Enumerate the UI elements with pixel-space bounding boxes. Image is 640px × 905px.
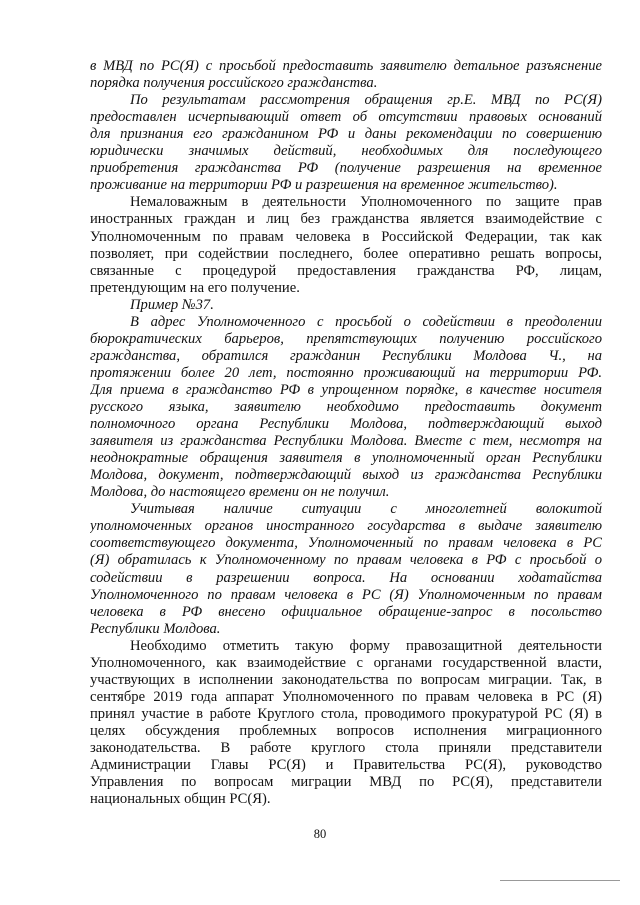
- page-number: 80: [313, 827, 327, 841]
- text-line: предоставлен исчерпывающий ответ об отсутствии правовых оснований: [90, 109, 602, 126]
- text-line: Для приема в гражданство РФ в упрощенном порядке, в качестве носителя: [90, 381, 602, 398]
- text-line: для признания его гражданином РФ и даны рекомендации по совершению: [90, 126, 602, 143]
- text-line: законодательства. В работе круглого стола приняли представители: [90, 740, 602, 756]
- text-line: полномочного органа Республики Молдова, подтверждающий выход: [90, 416, 602, 433]
- text-line: сентябре 2019 года аппарат Уполномоченного по правам человека в РС (Я): [90, 688, 602, 705]
- text-line: приобретения гражданства РФ (получение разрешения на временное: [90, 160, 602, 177]
- text-line: русского языка, заявителю необходимо предоставить документ: [90, 399, 602, 415]
- text-line: Немаловажным в деятельности Уполномоченного по защите прав: [130, 194, 602, 211]
- text-line: Уполномоченного, как взаимодействие с органами государственной власти,: [90, 654, 602, 671]
- text-line: иностранных граждан и лиц без гражданства является взаимодействие с: [90, 211, 602, 228]
- text-line: (Я) обратилась к Уполномоченному по правам человека в РФ с просьбой о: [90, 552, 602, 569]
- text-line: неоднократные обращения заявителя в уполномоченный орган Республики: [90, 450, 602, 467]
- text-line: уполномоченных органов иностранного государства в выдаче заявителю: [90, 518, 602, 535]
- text-line: В адрес Уполномоченного с просьбой о содействии в преодолении: [130, 313, 602, 330]
- text-line: Молдова, документ, подтверждающий выход из гражданства Республики: [90, 467, 602, 484]
- text-line: человека в РФ внесено официальное обращение-запрос в посольство: [90, 603, 602, 620]
- text-line: Учитывая наличие ситуации с многолетней волокитой: [130, 501, 602, 518]
- text-line: в МВД по РС(Я) с просьбой предоставить заявителю детальное разъяснение: [90, 58, 602, 74]
- text-line: проживание на территории РФ и разрешения на временное жительство).: [90, 177, 558, 194]
- text-line: Республики Молдова.: [90, 620, 221, 637]
- text-line: гражданства, обратился гражданин Республики Молдова Ч., на: [90, 347, 602, 364]
- text-line: протяжении более 20 лет, постоянно проживающий на территории РФ.: [90, 364, 602, 381]
- text-line: порядка получения российского гражданства.: [90, 75, 378, 92]
- text-line: принял участие в работе Круглого стола, проводимого прокуратурой РС (Я) в: [90, 705, 602, 722]
- text-line: участвующих в исполнении законодательства по вопросам миграции. Так, в: [90, 671, 602, 688]
- text-line: заявителя из гражданства Республики Молдова. Вместе с тем, несмотря на: [90, 433, 602, 450]
- text-line: бюрократических барьеров, препятствующих получению российского: [90, 330, 602, 347]
- text-line: Управления по вопросам миграции МВД по РС(Я), представители: [90, 774, 602, 791]
- text-line: Пример №37.: [130, 296, 214, 313]
- text-line: По результатам рассмотрения обращения гр.Е. МВД по РС(Я): [130, 92, 602, 109]
- text-line: Администрации Главы РС(Я) и Правительства РС(Я), руководство: [90, 757, 602, 774]
- text-line: претендующим на его получение.: [90, 279, 300, 296]
- text-line: юридически значимых действий, необходимых для последующего: [90, 143, 602, 160]
- text-line: целях обсуждения проблемных вопросов исполнения миграционного: [90, 722, 602, 739]
- text-line: Молдова, до настоящего времени он не получил.: [90, 484, 390, 501]
- text-line: национальных общин РС(Я).: [90, 791, 271, 808]
- footer-rule: [500, 880, 620, 881]
- text-line: содействии в разрешении вопроса. На основании ходатайства: [90, 569, 602, 586]
- text-line: Уполномоченного по правам человека в РС (Я) Уполномоченным по правам: [90, 586, 602, 603]
- text-line: Необходимо отметить такую форму правозащитной деятельности: [130, 637, 602, 654]
- text-line: Уполномоченным по правам человека в Российской Федерации, так как: [90, 228, 602, 245]
- text-line: позволяет, при содействии последнего, более оперативно решать вопросы,: [90, 245, 602, 262]
- text-line: связанные с процедурой предоставления гражданства РФ, лицам,: [90, 262, 602, 279]
- text-line: соответствующего документа, Уполномоченный по правам человека в РС: [90, 535, 602, 552]
